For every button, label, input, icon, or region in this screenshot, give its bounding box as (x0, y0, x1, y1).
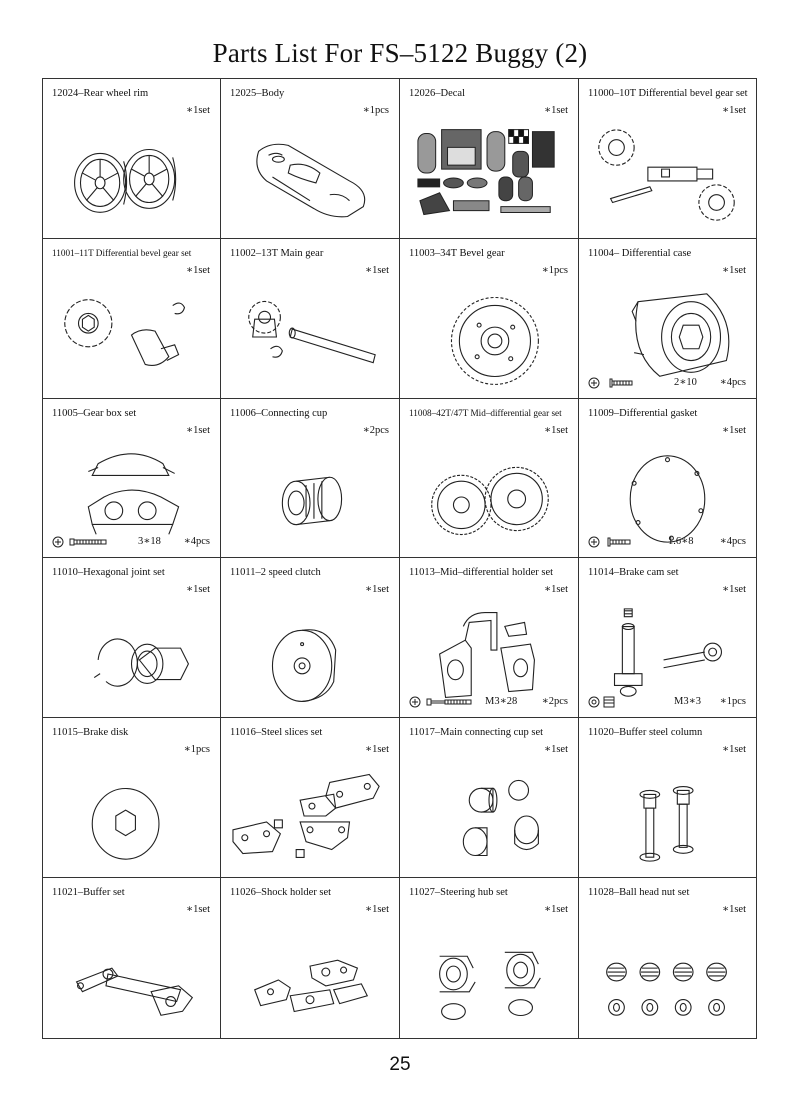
decal-sheet-drawing (410, 121, 568, 231)
part-qty: ∗1set (185, 105, 210, 116)
part-cell-buffer-set (43, 878, 221, 1038)
part-qty: ∗1set (721, 424, 746, 436)
hardware-size: M3∗3 (674, 696, 701, 708)
part-qty: ∗1set (721, 264, 746, 276)
steel-slices-drawing (231, 760, 389, 870)
body-shell-drawing (231, 121, 389, 231)
bevel-gear-set-drawing (589, 121, 746, 231)
part-name: 11006–Connecting cup (230, 407, 328, 419)
hardware-qty: ∗4pcs (719, 536, 746, 548)
steering-hub-drawing (410, 920, 568, 1030)
part-cell-brake-disk (43, 718, 221, 878)
part-cell-13t-main-gear (221, 239, 400, 399)
part-name: 12026–Decal (409, 88, 465, 99)
spur-gear-pair-drawing (410, 441, 568, 551)
hardware-size: 2∗10 (674, 376, 697, 388)
part-name: 11016–Steel slices set (230, 727, 323, 739)
hardware-size: M3∗28 (485, 696, 518, 708)
part-cell-differential-gasket (579, 399, 756, 559)
part-qty: ∗2pcs (362, 424, 389, 436)
part-qty: ∗1pcs (541, 264, 568, 276)
part-cell-decal (400, 79, 579, 239)
part-cell-10t-bevel-gear-set (579, 79, 756, 239)
hardware-line (588, 695, 746, 709)
part-name: 11013–Mid–differential holder set (409, 567, 554, 579)
part-qty: ∗1set (543, 105, 568, 116)
set-screw-icon (588, 695, 618, 709)
ball-nut-drawing (589, 920, 746, 1030)
part-cell-2-speed-clutch (221, 558, 400, 718)
part-qty: ∗1set (721, 584, 746, 596)
hardware-line (409, 695, 568, 709)
part-qty: ∗1set (364, 904, 389, 916)
part-cell-steel-slices-set (221, 718, 400, 878)
screw-icon (52, 535, 112, 549)
screw-icon (588, 376, 648, 390)
bevel-gear-set-drawing (53, 281, 210, 391)
part-cell-shock-holder-set (221, 878, 400, 1038)
part-cell-ball-head-nut-set (579, 878, 756, 1038)
part-cell-mid-differential-gear-set (400, 399, 579, 559)
hardware-qty: ∗4pcs (719, 376, 746, 388)
part-name: 11010–Hexagonal joint set (52, 567, 165, 579)
part-cell-brake-cam-set (579, 558, 756, 718)
main-gear-drawing (231, 281, 389, 391)
bevel-gear-drawing (410, 281, 568, 391)
part-qty: ∗1set (721, 744, 746, 756)
part-cell-body (221, 79, 400, 239)
part-name: 11020–Buffer steel column (588, 727, 703, 739)
part-name: 11017–Main connecting cup set (409, 727, 544, 739)
hardware-size: 1.6∗8 (668, 536, 694, 548)
brake-disk-drawing (53, 760, 210, 870)
hardware-qty: ∗1pcs (719, 696, 746, 708)
page-number: 25 (389, 1054, 411, 1075)
part-qty: ∗1set (185, 424, 210, 436)
part-qty: ∗1set (721, 105, 746, 116)
brake-cam-drawing (589, 600, 746, 710)
part-name: 11014–Brake cam set (588, 567, 679, 579)
part-qty: ∗1set (543, 584, 568, 596)
buffer-set-drawing (53, 920, 210, 1030)
hardware-qty: ∗4pcs (183, 536, 210, 548)
connecting-cup-drawing (231, 441, 389, 551)
part-cell-connecting-cup (221, 399, 400, 559)
part-qty: ∗1set (543, 424, 568, 436)
part-qty: ∗1set (543, 744, 568, 756)
part-name: 11008–42T/47T Mid–differential gear set (409, 407, 562, 418)
hardware-line (588, 535, 746, 549)
hardware-line (52, 535, 210, 549)
hex-joint-drawing (53, 600, 210, 710)
part-qty: ∗1set (185, 584, 210, 596)
part-name: 12025–Body (230, 88, 285, 99)
part-name: 11015–Brake disk (52, 727, 129, 739)
part-qty: ∗1set (364, 744, 389, 756)
steel-column-drawing (589, 760, 746, 870)
differential-case-drawing (589, 281, 746, 391)
part-name: 11003–34T Bevel gear (409, 247, 505, 259)
part-name: 11004– Differential case (588, 247, 692, 259)
part-name: 11001–11T Differential bevel gear set (52, 247, 192, 258)
connecting-cup-set-drawing (410, 760, 568, 870)
part-name: 11011–2 speed clutch (230, 567, 321, 579)
part-name: 11027–Steering hub set (409, 887, 508, 899)
part-cell-mid-differential-holder-set (400, 558, 579, 718)
part-qty: ∗1pcs (183, 744, 210, 756)
shock-holder-drawing (231, 920, 389, 1030)
part-cell-differential-case (579, 239, 756, 399)
part-cell-11t-bevel-gear-set (43, 239, 221, 399)
screw-icon (409, 695, 479, 709)
part-cell-steering-hub-set (400, 878, 579, 1038)
part-name: 11026–Shock holder set (230, 887, 332, 899)
part-cell-hexagonal-joint-set (43, 558, 221, 718)
gear-box-drawing (53, 441, 210, 551)
part-name: 11005–Gear box set (52, 407, 137, 419)
gasket-drawing (589, 441, 746, 551)
part-cell-buffer-steel-column (579, 718, 756, 878)
hardware-qty: ∗2pcs (541, 696, 568, 708)
part-qty: ∗1pcs (362, 105, 389, 116)
screw-icon (588, 535, 648, 549)
hardware-size: 3∗18 (138, 536, 161, 548)
part-cell-main-connecting-cup-set (400, 718, 579, 878)
part-qty: ∗1set (185, 264, 210, 276)
part-qty: ∗1set (364, 584, 389, 596)
part-name: 11021–Buffer set (52, 887, 125, 899)
part-cell-gear-box-set (43, 399, 221, 559)
page-title: Parts List For FS–5122 Buggy (2) (212, 38, 588, 68)
part-name: 12024–Rear wheel rim (52, 88, 149, 99)
holder-set-drawing (410, 600, 568, 710)
part-name: 11000–10T Differential bevel gear set (588, 88, 748, 99)
part-name: 11002–13T Main gear (230, 247, 324, 259)
wheel-rim-drawing (53, 121, 210, 231)
part-name: 11009–Differential gasket (588, 407, 698, 419)
part-qty: ∗1set (721, 904, 746, 916)
hardware-line (588, 376, 746, 390)
clutch-drawing (231, 600, 389, 710)
part-cell-rear-wheel-rim (43, 79, 221, 239)
part-name: 11028–Ball head nut set (588, 887, 690, 899)
part-cell-34t-bevel-gear (400, 239, 579, 399)
part-qty: ∗1set (364, 264, 389, 276)
parts-grid (42, 78, 757, 1039)
part-qty: ∗1set (543, 904, 568, 916)
part-qty: ∗1set (185, 904, 210, 916)
